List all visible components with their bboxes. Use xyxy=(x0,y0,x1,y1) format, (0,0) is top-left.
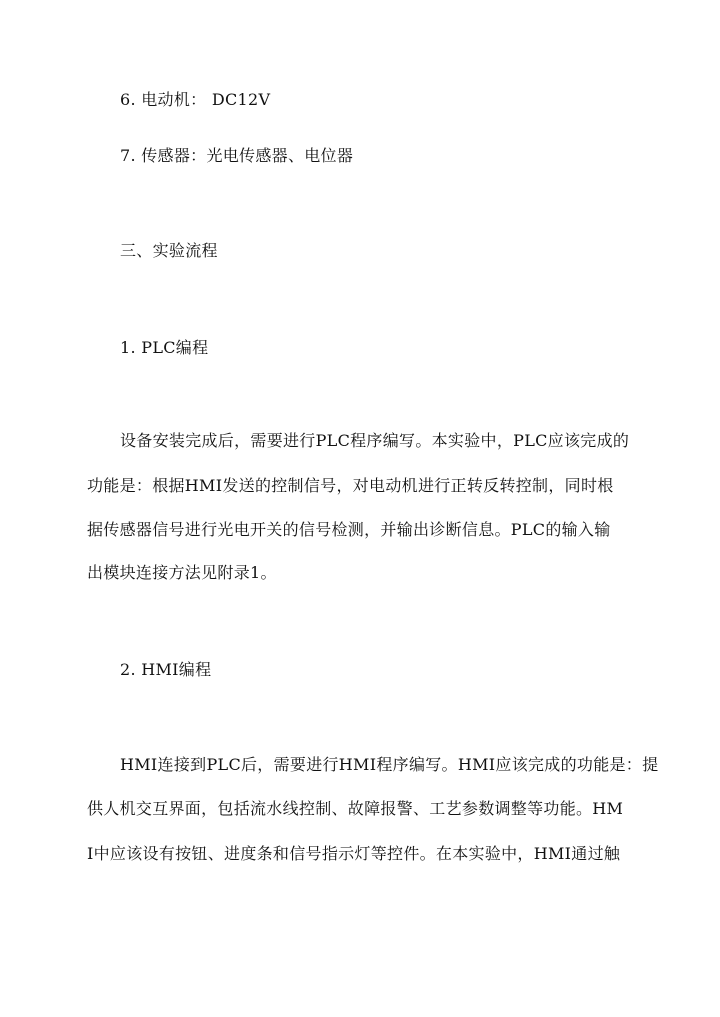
equipment-item-sensor: 7. 传感器：光电传感器、电位器 xyxy=(120,146,354,165)
plc-paragraph-line: 功能是：根据HMI发送的控制信号，对电动机进行正转反转控制，同时根 xyxy=(87,476,614,495)
hmi-paragraph-line: 供人机交互界面，包括流水线控制、故障报警、工艺参数调整等功能。HM xyxy=(87,799,624,818)
plc-paragraph-line: 设备安装完成后，需要进行PLC程序编写。本实验中，PLC应该完成的 xyxy=(120,431,630,450)
step-heading-hmi-programming: 2. HMI编程 xyxy=(120,660,212,679)
step-heading-plc-programming: 1. PLC编程 xyxy=(120,338,209,357)
hmi-paragraph-line: I中应该设有按钮、进度条和信号指示灯等控件。在本实验中，HMI通过触 xyxy=(87,844,621,863)
plc-paragraph-line: 出模块连接方法见附录1。 xyxy=(87,563,277,582)
hmi-paragraph-line: HMI连接到PLC后，需要进行HMI程序编写。HMI应该完成的功能是：提 xyxy=(120,755,659,774)
plc-paragraph-line: 据传感器信号进行光电开关的信号检测，并输出诊断信息。PLC的输入输 xyxy=(87,520,611,539)
equipment-item-motor: 6. 电动机： DC12V xyxy=(120,90,271,109)
section-heading-experiment-process: 三、实验流程 xyxy=(120,241,218,260)
